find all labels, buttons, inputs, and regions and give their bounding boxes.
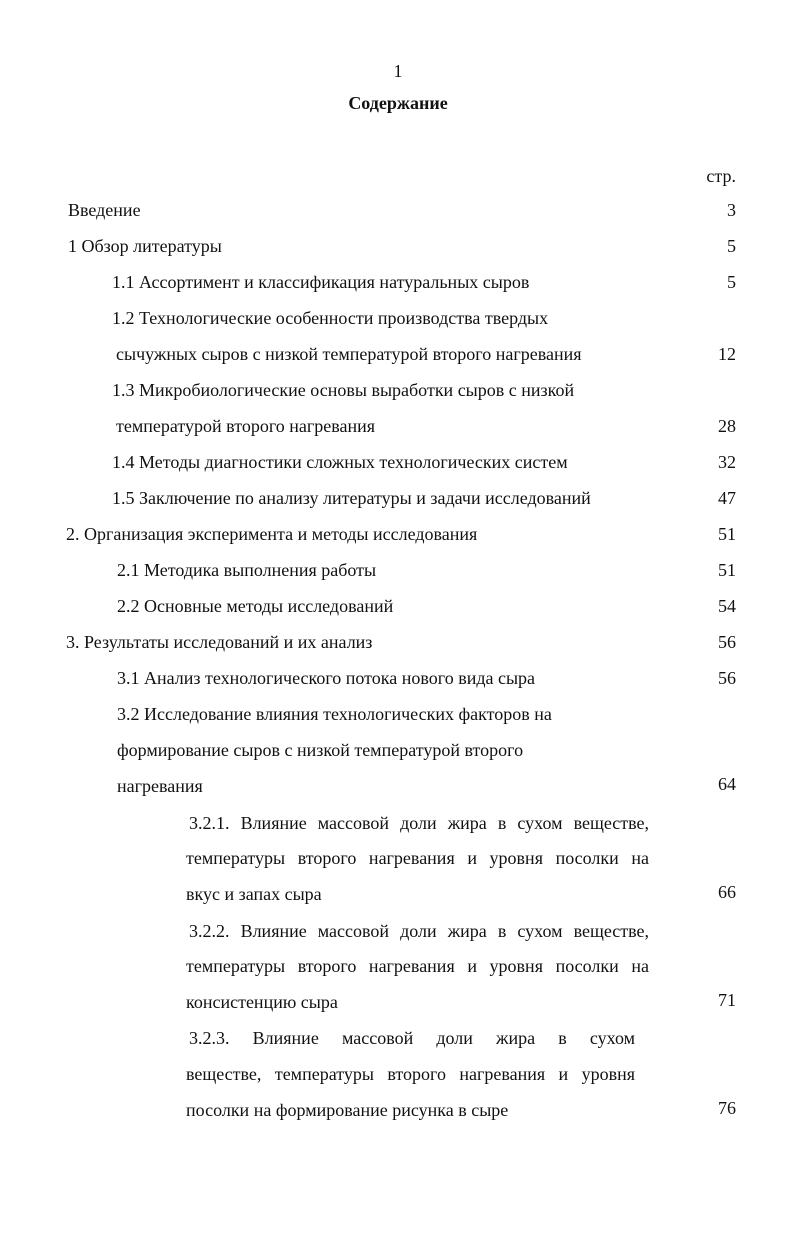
page-column-header: стр. [706,166,736,186]
toc-entry-text: вкус и запах сыра [186,884,322,904]
page-title: Содержание [348,93,448,113]
toc-entry-text: посолки на формирование рисунка в сыре [186,1100,509,1120]
toc-entry-page: 32 [718,452,736,472]
toc-entry-text: 1.2 Технологические особенности производства твердых [112,308,549,328]
toc-entry-text: 1.5 Заключение по анализу литературы и задачи исследований [112,488,591,508]
toc-entry-page: 5 [727,236,736,256]
toc-entry-page: 54 [718,596,736,616]
toc-entry-text: температурой второго нагревания [116,416,376,436]
toc-entry-page: 5 [727,272,736,292]
toc-entry-text: 2. Организация эксперимента и методы исследования [66,524,478,544]
toc-entry-text: сычужных сыров с низкой температурой второго нагревания [116,344,582,364]
toc-entry-page: 3 [727,200,736,220]
toc-entry-text: 3. Результаты исследований и их анализ [66,632,373,652]
toc-entry-page: 51 [718,560,736,580]
toc-entry-text: нагревания [117,776,203,796]
toc-entry-page: 51 [718,524,736,544]
toc-entry-text: консистенцию сыра [186,992,338,1012]
toc-entry-text: температуры второго нагревания и уровня посолки на [186,956,649,976]
toc-entry-text: 3.2 Исследование влияния технологических факторов на [117,704,552,724]
toc-entry-text: 1 Обзор литературы [68,236,222,256]
toc-entry-page: 76 [718,1098,736,1118]
toc-entry-page: 66 [718,882,736,902]
toc-entry-text: 3.1 Анализ технологического потока нового вида сыра [117,668,536,688]
toc-entry-page: 28 [718,416,736,436]
toc-entry-page: 47 [718,488,736,508]
toc-entry-text: температуры второго нагревания и уровня посолки на [186,848,649,868]
toc-entry-text: 1.1 Ассортимент и классификация натуральных сыров [112,272,530,292]
toc-entry-page: 56 [718,668,736,688]
toc-entry-text: 3.2.1. Влияние массовой доли жира в сухом веществе, [189,813,649,833]
toc-entry-page: 56 [718,632,736,652]
toc-entry-text: 2.2 Основные методы исследований [117,596,394,616]
toc-entry-text: формирование сыров с низкой температурой второго [117,740,524,760]
toc-entry-text: 3.2.2. Влияние массовой доли жира в сухом веществе, [189,921,649,941]
toc-entry-text: Введение [68,200,141,220]
toc-entry-page: 12 [718,344,736,364]
toc-entry-text: 1.4 Методы диагностики сложных технологических систем [112,452,568,472]
page-number: 1 [393,61,403,81]
toc-entry-text: веществе, температуры второго нагревания и уровня [186,1064,635,1084]
toc-entry-text: 3.2.3. Влияние массовой доли жира в сухом [189,1028,635,1048]
toc-entry-text: 1.3 Микробиологические основы выработки сыров с низкой [112,380,575,400]
toc-entry-text: 2.1 Методика выполнения работы [117,560,377,580]
toc-entry-page: 64 [718,774,736,794]
toc-entry-page: 71 [718,990,736,1010]
